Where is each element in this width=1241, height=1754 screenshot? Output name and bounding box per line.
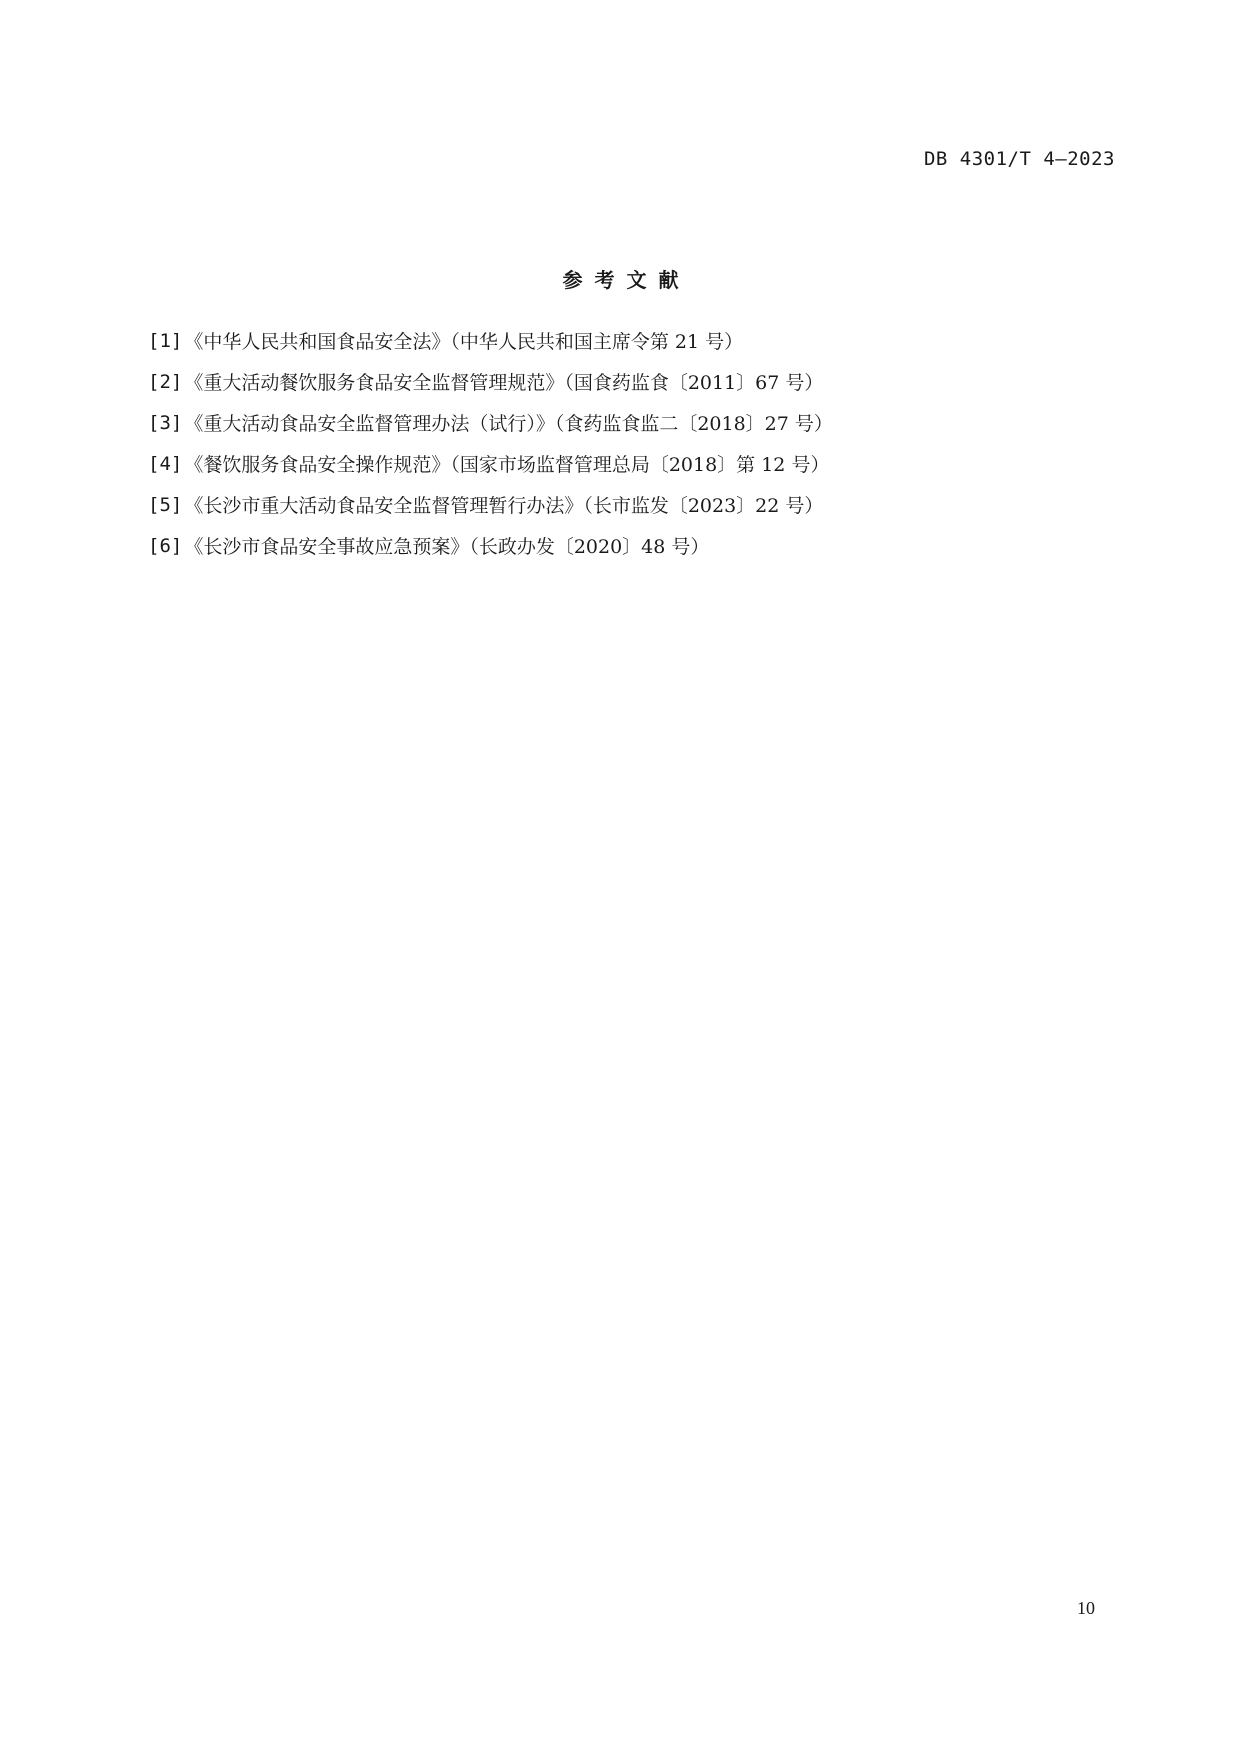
document-code: DB 4301/T 4—2023 [923, 148, 1115, 170]
reference-item [148, 484, 833, 525]
reference-text: 《重大活动餐饮服务食品安全监督管理规范》（国食药监食〔2011〕67 号） [184, 372, 824, 394]
section-title: 参考文献 [562, 268, 691, 292]
reference-number: [4] [148, 452, 183, 475]
reference-item [148, 402, 833, 443]
reference-list [148, 320, 833, 566]
reference-number: [3] [148, 411, 183, 434]
reference-item [148, 525, 833, 566]
reference-item [148, 320, 833, 361]
reference-number: [6] [148, 534, 183, 557]
reference-text: 《餐饮服务食品安全操作规范》（国家市场监督管理总局〔2018〕第 12 号） [184, 454, 830, 476]
reference-text: 《长沙市重大活动食品安全监督管理暂行办法》（长市监发〔2023〕22 号） [184, 495, 824, 517]
reference-item [148, 361, 833, 402]
reference-number: [5] [148, 493, 183, 516]
reference-text: 《长沙市食品安全事故应急预案》（长政办发〔2020〕48 号） [184, 536, 710, 558]
reference-number: [2] [148, 370, 183, 393]
page-number: 10 [1077, 1598, 1095, 1618]
reference-item [148, 443, 833, 484]
reference-text: 《中华人民共和国食品安全法》（中华人民共和国主席令第 21 号） [184, 331, 744, 353]
reference-number: [1] [148, 329, 183, 352]
reference-text: 《重大活动食品安全监督管理办法（试行）》（食药监食监二〔2018〕27 号） [184, 413, 833, 435]
